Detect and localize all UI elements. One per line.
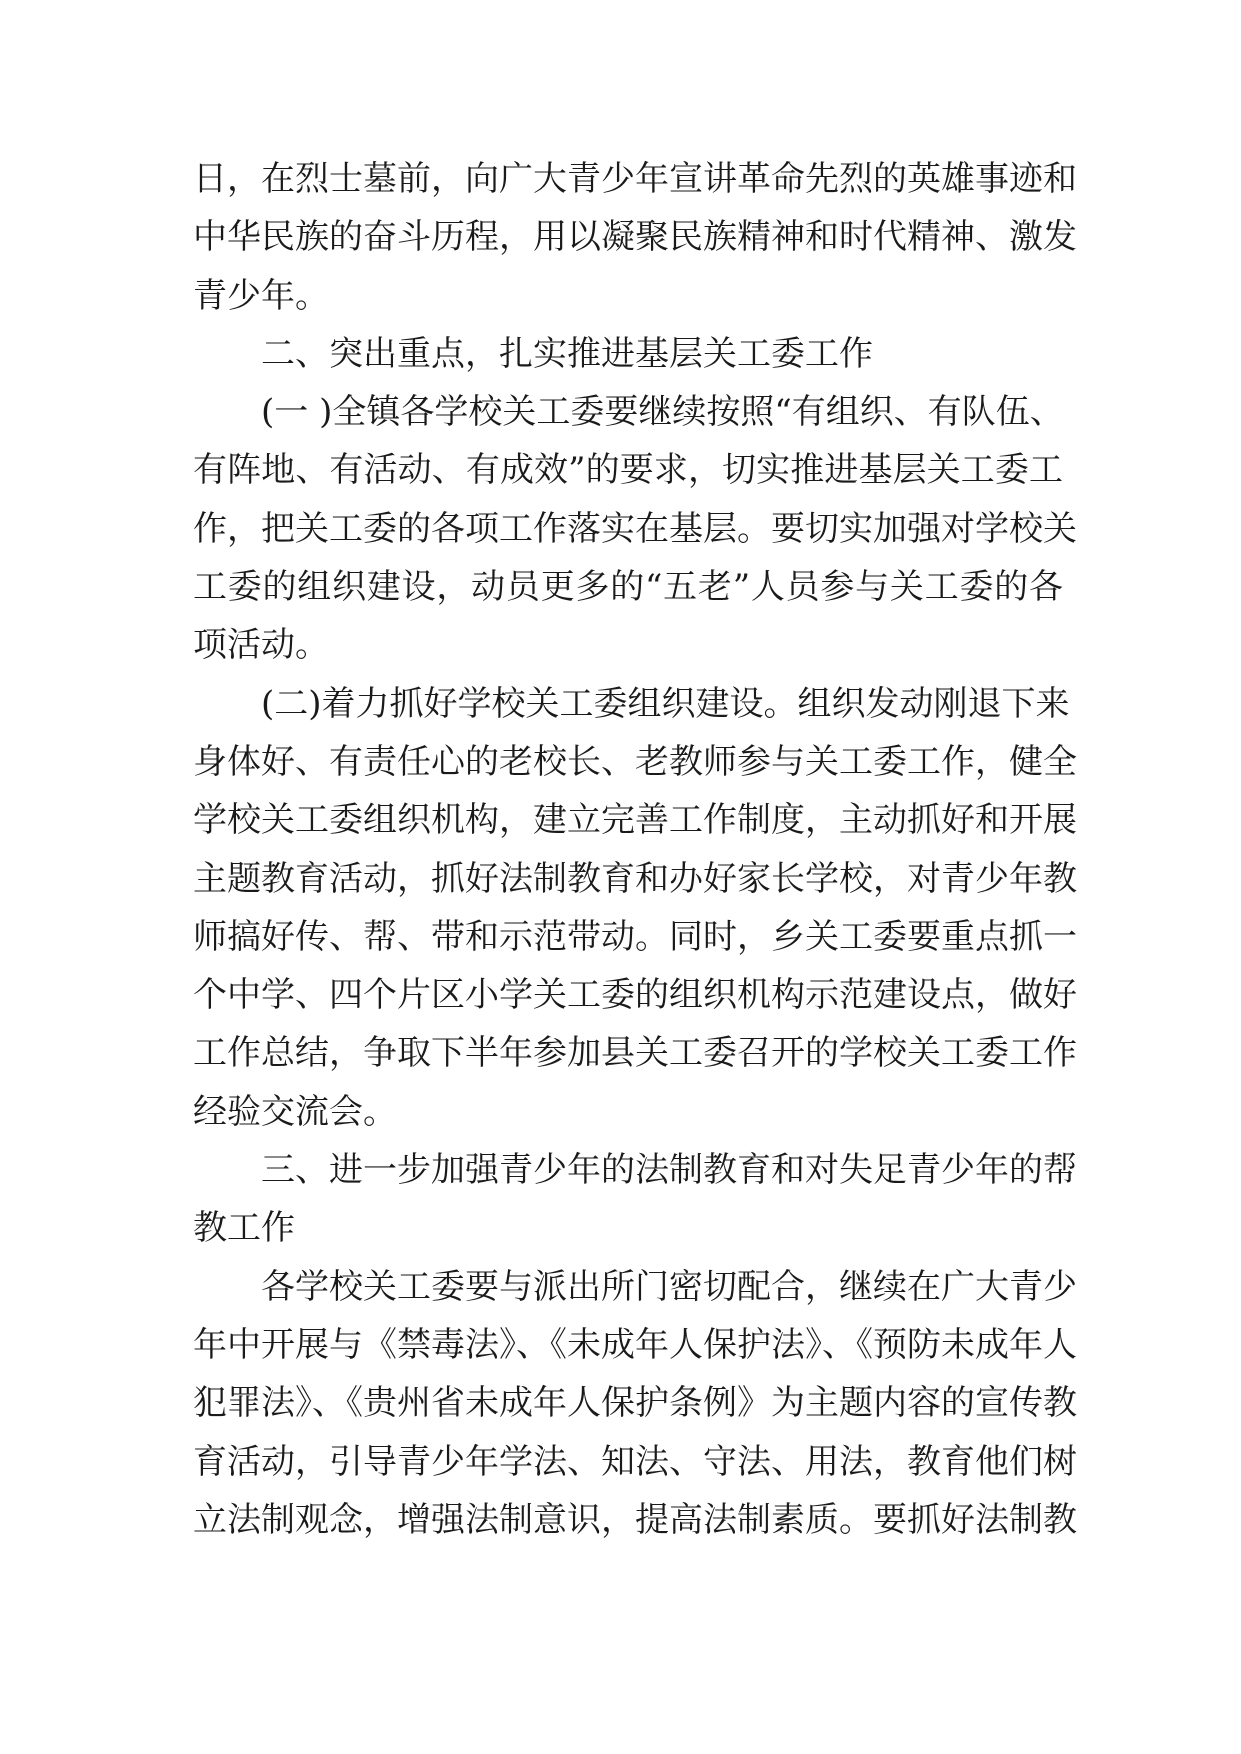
text-line: 个中学、四个片区小学关工委的组织机构示范建设点，做好: [193, 975, 1077, 1016]
text-line: 育活动，引导青少年学法、知法、守法、用法，教育他们树: [193, 1441, 1077, 1482]
text-line: 作，把关工委的各项工作落实在基层。要切实加强对学校关: [193, 508, 1077, 549]
text-line: 教工作: [193, 1208, 295, 1249]
text-line: 二、突出重点，扎实推进基层关工委工作: [261, 333, 873, 374]
text-line: 日，在烈士墓前，向广大青少年宣讲革命先烈的英雄事迹和: [193, 159, 1077, 199]
text-line: 立法制观念，增强法制意识，提高法制素质。要抓好法制教: [193, 1499, 1077, 1540]
text-line: 经验交流会。: [193, 1091, 397, 1132]
text-line: 师搞好传、帮、带和示范带动。同时，乡关工委要重点抓一: [193, 916, 1077, 957]
text-line: 各学校关工委要与派出所门密切配合，继续在广大青少: [261, 1266, 1077, 1307]
text-line: 学校关工委组织机构，建立完善工作制度，主动抓好和开展: [193, 800, 1077, 841]
text-line: 青少年。: [193, 275, 329, 316]
text-line: (二)着力抓好学校关工委组织建设。组织发动刚退下来: [261, 683, 1070, 724]
text-line: 年中开展与《禁毒法》、《未成年人保护法》、《预防未成年人: [193, 1324, 1077, 1365]
text-line: 中华民族的奋斗历程，用以凝聚民族精神和时代精神、激发: [193, 217, 1077, 258]
text-line: 工委的组织建设，动员更多的“五老”人员参与关工委的各: [193, 567, 1063, 608]
text-line: 主题教育活动，抓好法制教育和办好家长学校，对青少年教: [193, 858, 1077, 899]
text-line: (一 )全镇各学校关工委要继续按照“有组织、有队伍、: [261, 392, 1064, 433]
text-line: 犯罪法》、《贵州省未成年人保护条例》为主题内容的宣传教: [193, 1383, 1077, 1424]
document-body: [193, 150, 1077, 1549]
text-line: 有阵地、有活动、有成效”的要求，切实推进基层关工委工: [193, 450, 1063, 491]
text-line: 项活动。: [193, 625, 329, 666]
text-line: 工作总结，争取下半年参加县关工委召开的学校关工委工作: [193, 1033, 1077, 1074]
text-line: 三、进一步加强青少年的法制教育和对失足青少年的帮: [261, 1150, 1077, 1191]
text-line: 身体好、有责任心的老校长、老教师参与关工委工作，健全: [193, 741, 1077, 782]
